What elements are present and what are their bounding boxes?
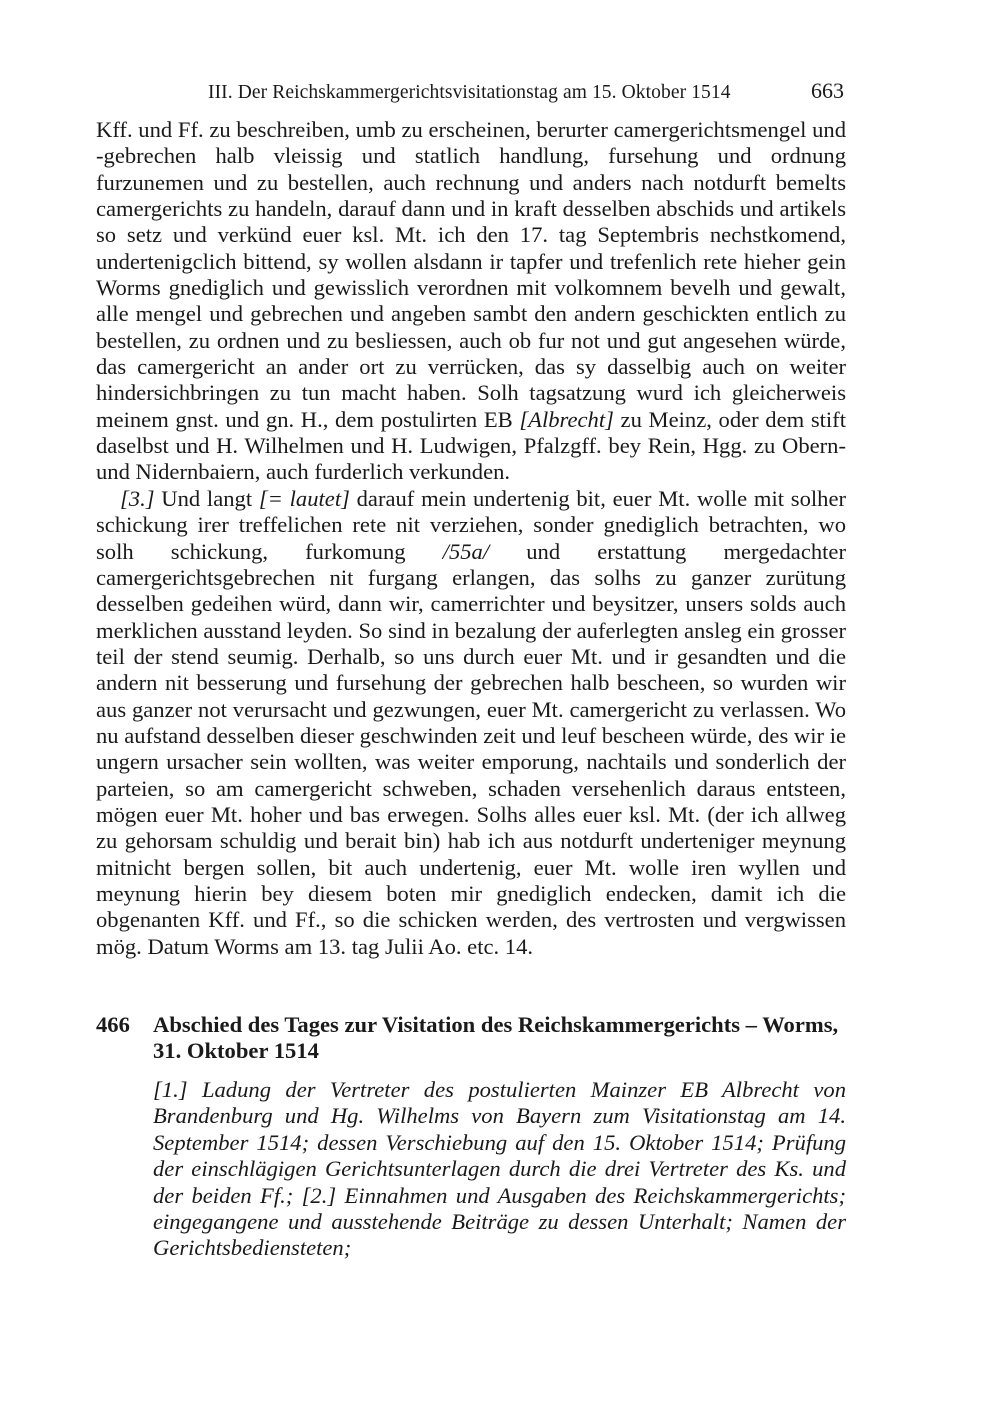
document-title: Abschied des Tages zur Visitation des Reichskammergerichts – Worms, 31. Oktober 1514 [153, 1012, 839, 1063]
paragraph-1-text-a: Kff. und Ff. zu beschreiben, umb zu erscheinen, berurter camergerichtsmengel und -gebrechen halb vleissig und statlich handlung, fursehung und ordnung furzunemen und zu bestellen, auch rechnung und anders nach notdurft bemelts camergerichts zu handeln, darauf dann und in kraft desselben abschids und artikels so setz und verkünd euer ksl. Mt. ich den 17. tag Septembris nechstkomend, undertenigclich bittend, sy wollen alsdann ir tapfer und trefenlich rete hieher gein Worms gnediglich und gewisslich verordnen mit volkomnem bevelh und gewalt, alle mengel und gebrechen und angeben sambt den andern geschickten entlich zu bestellen, zu ordnen und zu besliessen, auch ob fur not und gut angesehen würde, das camergericht an ander ort zu verrücken, das sy dasselbig auch on weiter hindersichbringen zu tun macht haben. Solh tagsatzung wurd ich gleicherweis meinem gnst. und gn. H., dem postulirten EB [96, 117, 846, 432]
section-number: [3.] [120, 485, 155, 511]
editorial-gloss: [= lautet] [258, 485, 350, 511]
letter-body [96, 117, 846, 960]
paragraph-1-text-b: zu Meinz, oder dem stift daselbst und H. Wilhelmen und H. Ludwigen, Pfalzgff. bey Rein, Hgg. zu Obern- und Nidernbaiern, auch furderlich verkunden. [96, 406, 846, 485]
document-number: 466 [96, 1012, 130, 1037]
editorial-insertion: [Albrecht] [519, 406, 614, 432]
page-number: 663 [811, 78, 844, 103]
paragraph-2-text-a: Und langt [154, 485, 259, 511]
running-head: III. Der Reichskammergerichtsvisitationstag am 15. Oktober 1514 [208, 82, 731, 103]
folio-marker: /55a/ [442, 538, 490, 564]
document-regest: [1.] Ladung der Vertreter des postulierten Mainzer EB Albrecht von Brandenburg und Hg. Wilhelms von Bayern zum Visitationstag am 14. September 1514; dessen Verschiebung auf den 15. Oktober 1514; Prüfung der einschlägigen Gerichtsunterlagen durch die drei Vertreter des Ks. und der beiden Ff.; [2.] Einnahmen und Ausgaben des Reichskammergerichts; eingegangene und ausstehende Beiträge zu dessen Unterhalt; Namen der Gerichtsbediensteten; [153, 1077, 846, 1261]
paragraph-1 [96, 117, 846, 486]
paragraph-2-text-c: und erstattung mergedachter camergerichtsgebrechen nit furgang erlangen, das solhs zu ganzer zurütung desselben gedeihen würd, dann wir, camerrichter und beysitzer, unsers solds auch merklichen ausstand leyden. So sind in bezalung der auferlegten ansleg ein grosser teil der stend seumig. Derhalb, so uns durch euer Mt. und ir gesandten und die andern nit besserung und fursehung der gebrechen halb bescheen, so wurden wir aus ganzer not verursacht und gezwungen, euer Mt. camergericht zu verlassen. Wo nu aufstand desselben dieser geschwinden zeit und leuf bescheen würde, des wir ie ungern ursacher sein wollten, was weiter emporung, nachtails und sonderlich der parteien, so am camergericht schweben, schaden versehenlich daraus entsteen, mögen euer Mt. hoher und bas erwegen. Solhs alles euer ksl. Mt. (der ich allweg zu gehorsam schuldig und berait bin) hab ich aus notdurft underteniger meynung mitnicht bergen sollen, bit auch undertenig, euer Mt. wolle iren wyllen und meynung hierin bey diesem boten mir gnediglich endecken, damit ich die obgenanten Kff. und Ff., so die schicken werden, des vertrosten und vergwissen mög. Datum Worms am 13. tag Julii Ao. etc. 14. [96, 538, 846, 959]
page-header [96, 78, 846, 108]
paragraph-2 [96, 486, 846, 960]
paragraph-2-text-b: darauf mein undertenig bit, euer Mt. wolle mit solher schickung irer treffelichen rete nit verziehen, sonder gnediglich betrachten, wo solh schickung, furkomung [96, 485, 846, 564]
